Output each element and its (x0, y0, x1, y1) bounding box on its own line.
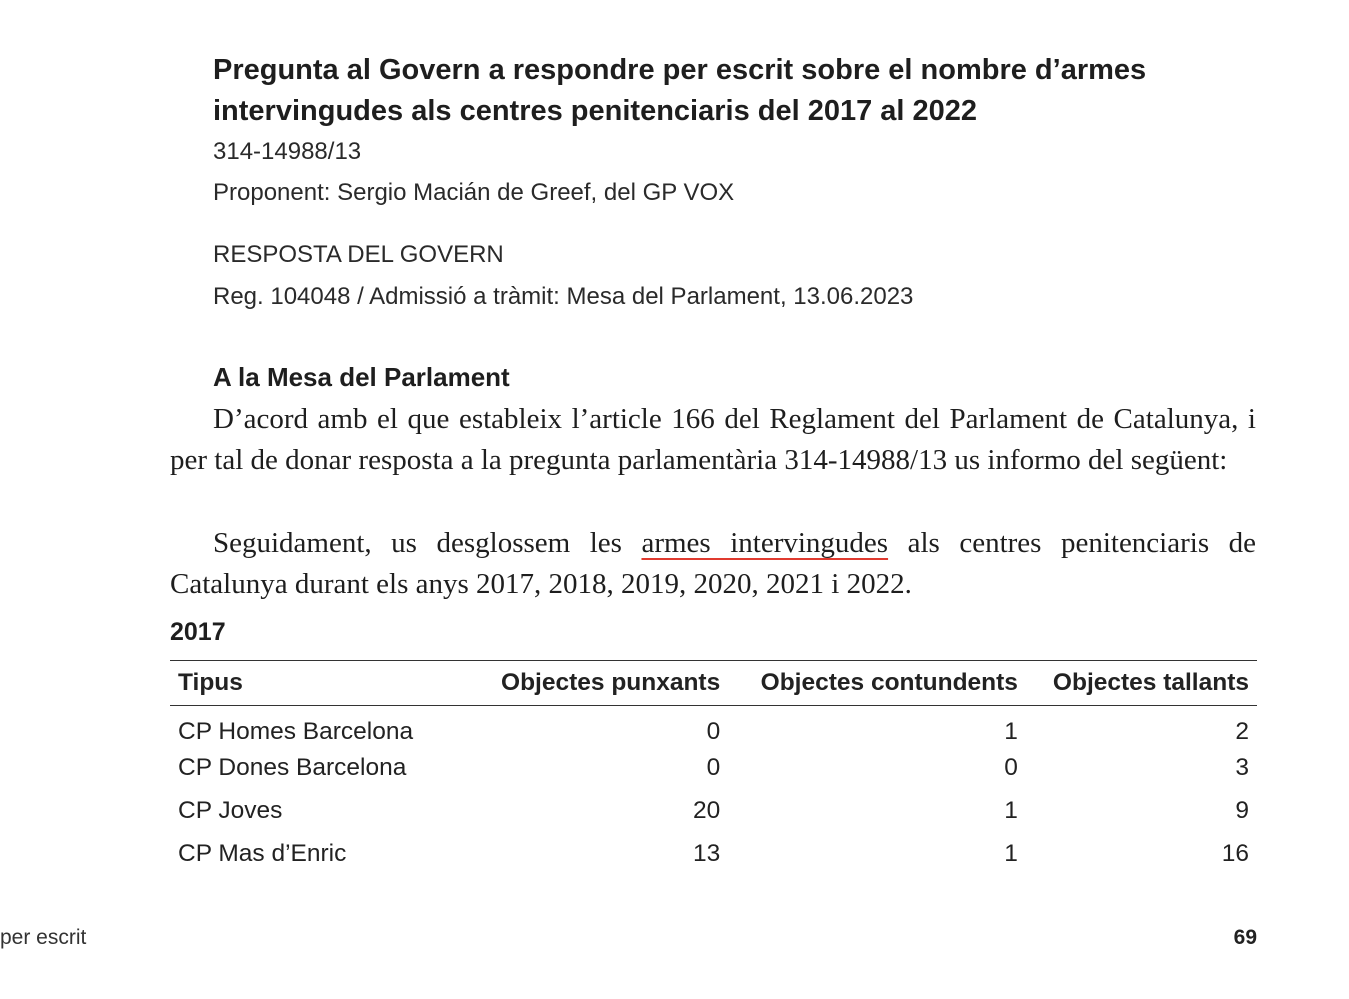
row-center-name: CP Mas d’Enric (178, 840, 347, 867)
body-paragraph-1: D’acord amb el que estableix l’article 166 del Reglament del Parlament de Catalunya, i per tal de donar resposta a la pregunta parlamentària 314-14988/13 us informo del següent: (170, 403, 1256, 476)
weapons-table (170, 660, 1257, 872)
table-year: 2017 (170, 618, 226, 646)
registration-line: Reg. 104048 / Admissió a tràmit: Mesa del Parlament, 13.06.2023 (213, 283, 914, 310)
table-header-row (170, 661, 1257, 706)
row-punxants: 0 (706, 754, 721, 781)
row-center-name: CP Dones Barcelona (178, 754, 407, 781)
response-heading: RESPOSTA DEL GOVERN (213, 241, 504, 268)
document-title: Pregunta al Govern a respondre per escrit sobre el nombre d’armes intervingudes als centres penitenciaris del 2017 al 2022 (213, 54, 1147, 127)
question-number: 314-14988/13 (213, 138, 362, 165)
row-center-name: CP Homes Barcelona (178, 718, 414, 745)
row-contundents: 1 (1004, 797, 1018, 824)
addressee-heading: A la Mesa del Parlament (213, 362, 510, 392)
row-punxants: 0 (706, 718, 721, 745)
page-number: 69 (1233, 926, 1257, 949)
header-contundents: Objectes contundents (728, 661, 1026, 706)
body-paragraph-2 (170, 523, 1256, 605)
table-row (170, 714, 1257, 750)
highlighted-phrase: armes intervingudes (641, 527, 889, 559)
table-row (170, 786, 1257, 836)
paragraph-2-start: Seguidament, us desglossem les (213, 527, 642, 559)
row-tallants: 16 (1221, 840, 1249, 867)
row-contundents: 0 (1004, 754, 1018, 781)
row-tallants: 2 (1235, 718, 1249, 745)
row-contundents: 1 (1004, 840, 1018, 867)
paragraph-2-end: als centres penitenciaris de Catalunya durant els anys 2017, 2018, 2019, 2020, 2021 i 2022. (170, 527, 1256, 600)
footer-section-label: per escrit (0, 926, 87, 949)
row-punxants: 13 (692, 840, 721, 867)
table-row (170, 836, 1257, 872)
row-punxants: 20 (692, 797, 721, 824)
proponent: Proponent: Sergio Macián de Greef, del GP VOX (213, 179, 735, 206)
table-row (170, 750, 1257, 786)
row-contundents: 1 (1004, 718, 1018, 745)
header-tipus: Tipus (170, 661, 472, 706)
row-center-name: CP Joves (178, 797, 283, 824)
row-tallants: 9 (1235, 797, 1249, 824)
header-tallants: Objectes tallants (1026, 661, 1257, 706)
header-punxants: Objectes punxants (472, 661, 728, 706)
row-tallants: 3 (1235, 754, 1249, 781)
